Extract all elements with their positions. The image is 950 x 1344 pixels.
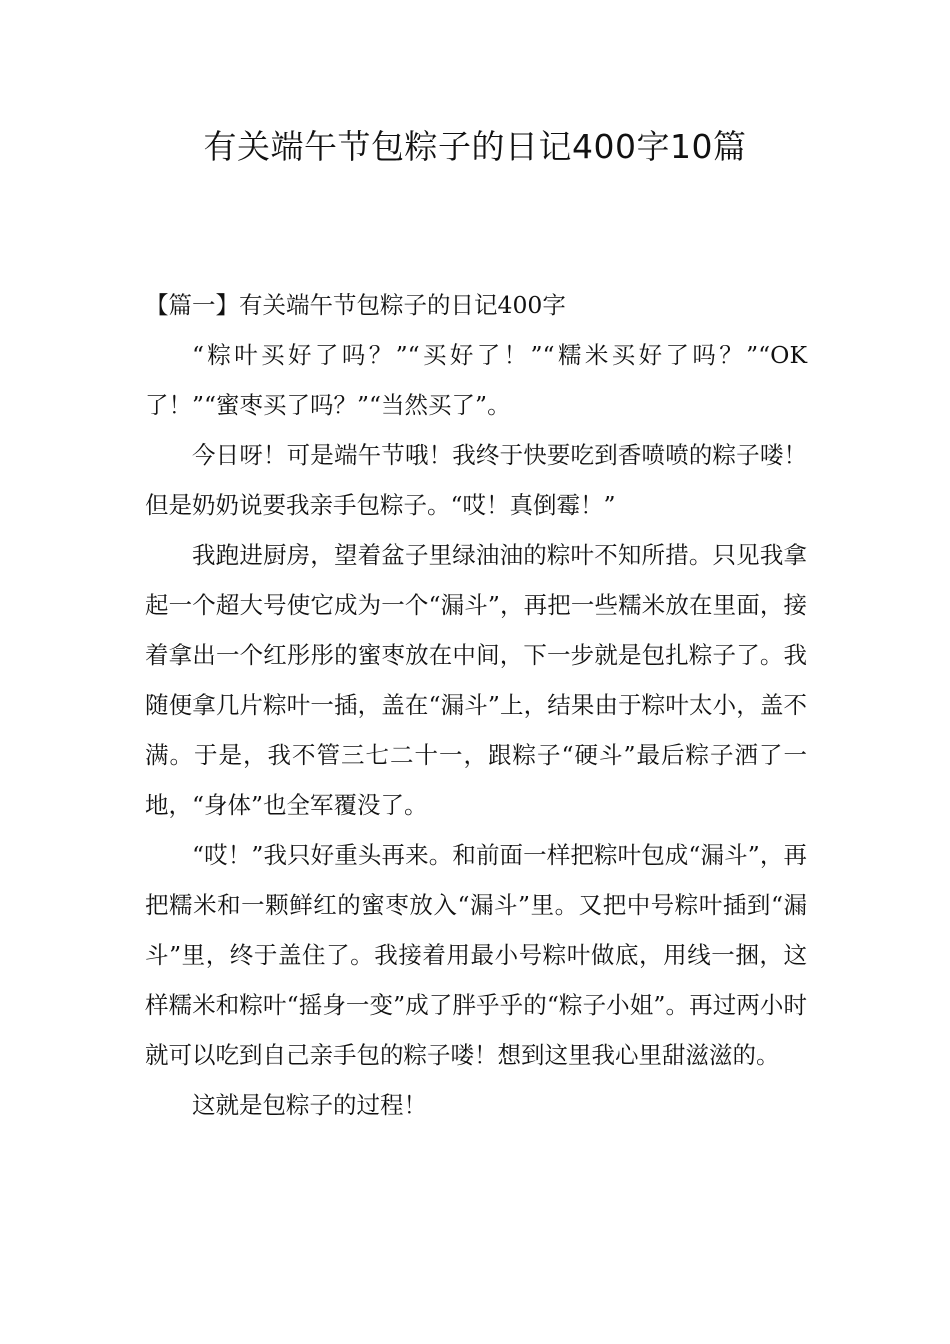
paragraph-1: “粽叶买好了吗？”“买好了！”“糯米买好了吗？”“OK了！”“蜜枣买了吗？”“当然买了”。 bbox=[145, 341, 807, 419]
document-body bbox=[145, 280, 807, 1130]
paragraph-3: 我跑进厨房，望着盆子里绿油油的粽叶不知所措。只见我拿起一个超大号使它成为一个“漏斗”，再把一些糯米放在里面，接着拿出一个红彤彤的蜜枣放在中间，下一步就是包扎粽子了。我随便拿几片粽叶一插，盖在“漏斗”上，结果由于粽叶太小，盖不满。于是，我不管三七二十一，跟粽子“硬斗”最后粽子洒了一地，“身体”也全军覆没了。 bbox=[145, 541, 807, 819]
paragraph-5: 这就是包粽子的过程！ bbox=[192, 1091, 427, 1119]
document-title: 有关端午节包粽子的日记400字10篇 bbox=[203, 127, 747, 166]
paragraph-4: “哎！”我只好重头再来。和前面一样把粽叶包成“漏斗”，再把糯米和一颗鲜红的蜜枣放入“漏斗”里。又把中号粽叶插到“漏斗”里，终于盖住了。我接着用最小号粽叶做底，用线一捆，这样糯米和粽叶“摇身一变”成了胖乎乎的“粽子小姐”。再过两小时就可以吃到自己亲手包的粽子喽！想到这里我心里甜滋滋的。 bbox=[145, 841, 807, 1069]
section-heading: 【篇一】有关端午节包粽子的日记400字 bbox=[145, 291, 566, 319]
paragraph-2: 今日呀！可是端午节哦！我终于快要吃到香喷喷的粽子喽！但是奶奶说要我亲手包粽子。“哎！真倒霉！” bbox=[145, 441, 807, 519]
